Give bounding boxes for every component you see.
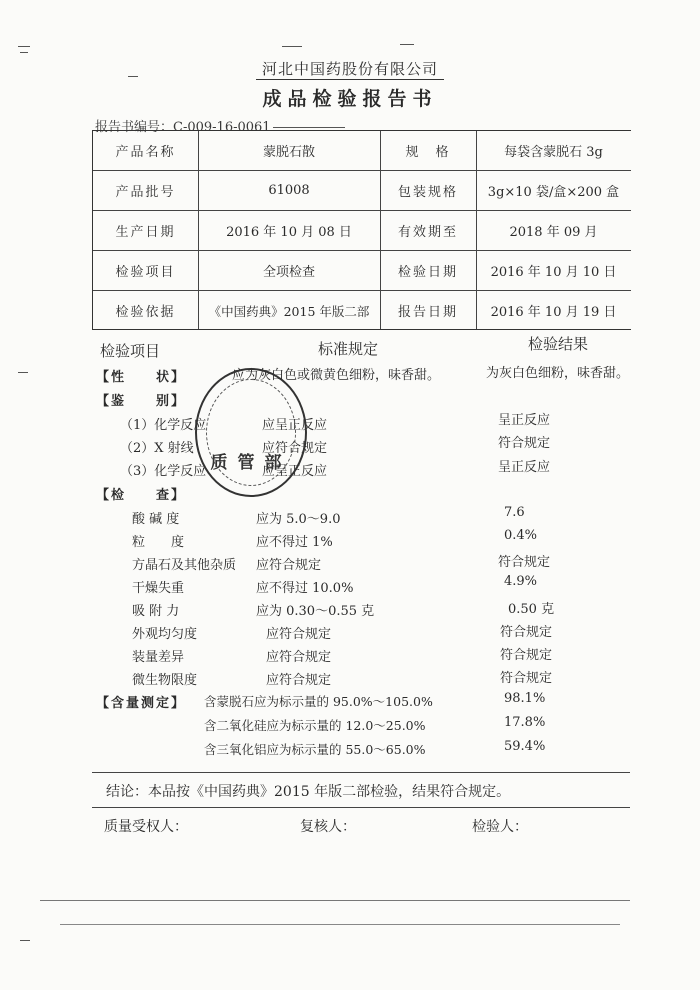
product-info-table — [92, 130, 631, 330]
label-expiry: 有效期至 — [397, 225, 458, 240]
section-assay: 【含量测定】 — [96, 696, 187, 711]
conclusion-text: 结论：本品按《中国药典》2015 年版二部检验，结果符合规定。 — [106, 784, 511, 800]
insp-8-standard: 应符合规定 — [266, 673, 332, 688]
insp-2-name: 粒 度 — [132, 535, 185, 550]
value-production-date: 2016 年 10 月 08 日 — [226, 225, 352, 240]
ident-3-name: （3）化学反应 — [120, 464, 207, 479]
section-identification: 【鉴 别】 — [96, 394, 187, 409]
signature-qa: 质量受权人： — [104, 819, 188, 835]
label-basis: 检验依据 — [115, 305, 176, 320]
col-header-item: 检验项目 — [100, 342, 161, 360]
scan-mark — [60, 924, 620, 925]
label-report-date: 报告日期 — [397, 305, 458, 320]
insp-1-standard: 应为 5.0～9.0 — [256, 512, 341, 527]
assay-3-result: 59.4% — [504, 739, 546, 754]
traits-result: 为灰白色细粉，味香甜。 — [486, 366, 630, 381]
scan-mark — [18, 372, 28, 373]
ident-1-standard: 应呈正反应 — [262, 418, 328, 433]
insp-8-name: 微生物限度 — [132, 673, 198, 688]
insp-7-standard: 应符合规定 — [266, 650, 332, 665]
assay-3-standard: 含三氧化铝应为标示量的 55.0～65.0% — [204, 742, 426, 757]
label-inspection-date: 检验日期 — [397, 265, 458, 280]
scan-mark — [18, 46, 30, 47]
insp-3-result: 符合规定 — [498, 555, 551, 570]
document-title: 成品检验报告书 — [262, 88, 438, 110]
scan-mark — [400, 44, 414, 45]
insp-5-standard: 应为 0.30～0.55 克 — [256, 604, 375, 619]
signature-reviewer: 复核人： — [300, 819, 356, 835]
col-header-result: 检验结果 — [528, 335, 589, 353]
stamp-text: 质管部 — [210, 453, 292, 473]
insp-8-result: 符合规定 — [500, 671, 553, 686]
ident-3-standard: 应呈正反应 — [262, 464, 328, 479]
insp-4-standard: 应不得过 10.0% — [256, 581, 354, 596]
value-product-name: 蒙脱石散 — [262, 145, 315, 160]
scan-mark — [40, 900, 630, 901]
signature-inspector: 检验人： — [472, 819, 528, 835]
label-package: 包装规格 — [397, 185, 458, 200]
insp-5-result: 0.50 克 — [508, 602, 555, 617]
label-product-name: 产品名称 — [115, 145, 176, 160]
insp-2-standard: 应不得过 1% — [256, 535, 333, 550]
label-inspection-item: 检验项目 — [115, 265, 176, 280]
assay-1-result: 98.1% — [504, 691, 546, 706]
report-number-label: 报告书编号： — [95, 120, 174, 135]
section-traits: 【性 状】 — [96, 370, 187, 385]
ident-2-result: 符合规定 — [498, 436, 551, 451]
scan-mark — [282, 46, 302, 47]
report-number-value: C-009-16-0061 — [173, 120, 271, 135]
value-basis: 《中国药典》2015 年版二部 — [208, 303, 370, 319]
value-report-date: 2016 年 10 月 19 日 — [490, 305, 617, 320]
insp-6-standard: 应符合规定 — [266, 627, 332, 642]
insp-7-name: 装量差异 — [132, 650, 185, 665]
value-package: 3g×10 袋/盒×200 盒 — [487, 185, 620, 200]
assay-1-standard: 含蒙脱石应为标示量的 95.0%～105.0% — [204, 694, 433, 709]
traits-standard: 应为灰白色或微黄色细粉，味香甜。 — [232, 368, 441, 383]
label-batch-no: 产品批号 — [115, 185, 176, 200]
quality-stamp — [195, 368, 307, 497]
insp-1-name: 酸 碱 度 — [132, 512, 180, 527]
insp-5-name: 吸 附 力 — [132, 604, 180, 619]
section-inspection: 【检 查】 — [96, 488, 187, 503]
value-batch-no: 61008 — [268, 183, 310, 198]
insp-3-standard: 应符合规定 — [256, 558, 322, 573]
ident-2-name: （2）X 射线 — [120, 441, 194, 456]
ident-3-result: 呈正反应 — [498, 460, 551, 475]
insp-3-name: 方晶石及其他杂质 — [132, 558, 237, 573]
ident-1-name: （1）化学反应 — [120, 418, 207, 433]
ident-2-standard: 应符合规定 — [262, 441, 328, 456]
insp-2-result: 0.4% — [504, 528, 538, 543]
ident-1-result: 呈正反应 — [498, 413, 551, 428]
insp-6-name: 外观均匀度 — [132, 627, 198, 642]
insp-4-result: 4.9% — [504, 574, 538, 589]
value-spec: 每袋含蒙脱石 3g — [504, 145, 603, 160]
scan-mark — [20, 940, 30, 941]
value-expiry: 2018 年 09 月 — [509, 225, 598, 240]
assay-2-standard: 含二氧化硅应为标示量的 12.0～25.0% — [204, 718, 426, 733]
scan-mark — [20, 52, 28, 53]
conclusion-box — [92, 772, 630, 808]
value-inspection-item: 全项检查 — [262, 265, 315, 280]
company-name: 河北中国药股份有限公司 — [0, 58, 700, 79]
label-spec: 规 格 — [405, 145, 451, 160]
insp-4-name: 干燥失重 — [132, 581, 185, 596]
value-inspection-date: 2016 年 10 月 10 日 — [490, 265, 617, 280]
insp-6-result: 符合规定 — [500, 625, 553, 640]
col-header-standard: 标准规定 — [318, 340, 379, 358]
insp-1-result: 7.6 — [504, 505, 525, 520]
label-production-date: 生产日期 — [115, 225, 176, 240]
insp-7-result: 符合规定 — [500, 648, 553, 663]
assay-2-result: 17.8% — [504, 715, 546, 730]
